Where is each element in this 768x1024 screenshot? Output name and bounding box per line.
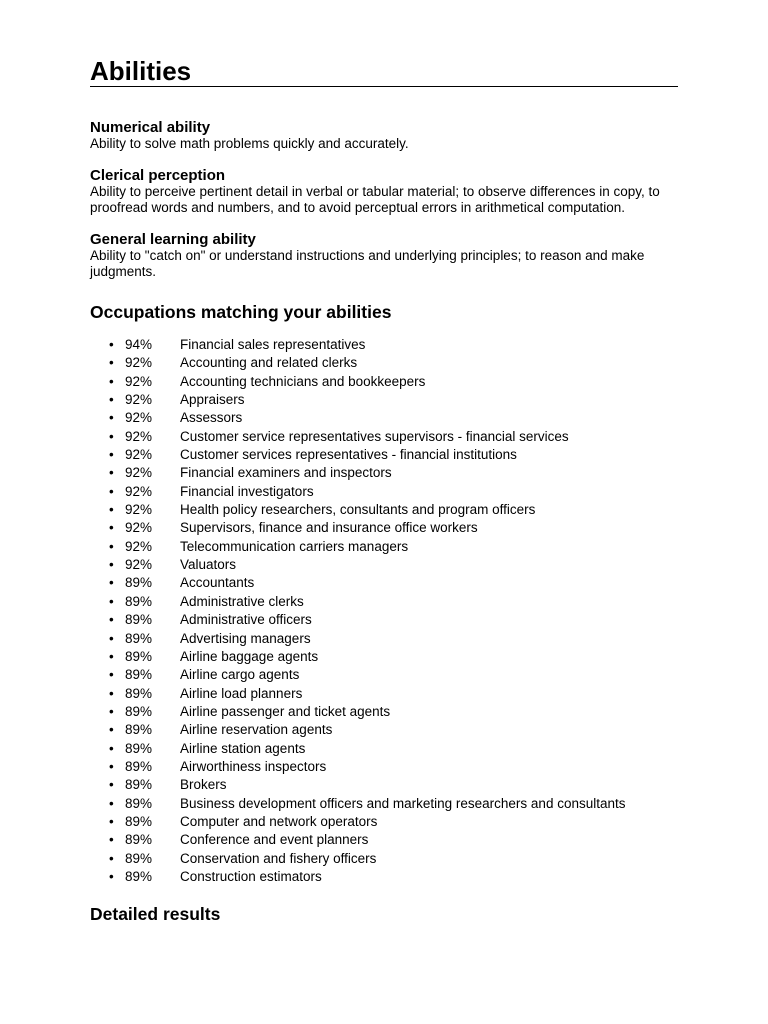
match-percent: 92% [125,355,153,371]
bullet-icon: • [109,355,114,371]
match-percent: 92% [125,557,153,573]
bullet-icon: • [109,667,114,683]
list-item [90,611,678,629]
match-percent: 89% [125,795,153,811]
ability-name: Numerical ability [90,119,211,136]
document-page [90,0,678,924]
occupation-name: Airline baggage agents [180,648,319,664]
match-percent: 89% [125,703,153,719]
list-item [90,501,678,519]
page-title: Abilities [90,56,192,86]
list-item [90,428,678,446]
occupations-heading: Occupations matching your abilities [90,302,392,322]
detailed-results-heading: Detailed results [90,904,221,925]
occupation-name: Telecommunication carriers managers [180,538,409,554]
match-percent: 92% [125,502,153,518]
match-percent: 89% [125,612,153,628]
list-item [90,409,678,427]
match-percent: 92% [125,447,153,463]
occupation-name: Financial examiners and inspectors [180,465,392,481]
list-item [90,740,678,758]
bullet-icon: • [109,337,114,352]
match-percent: 89% [125,740,153,756]
occupation-name: Appraisers [180,392,245,408]
match-percent: 89% [125,630,153,646]
occupation-name: Airline cargo agents [180,667,300,683]
occupation-name: Business development officers and marketing researchers and consultants [180,795,626,811]
title-divider [90,86,678,87]
match-percent: 89% [125,667,153,683]
match-percent: 92% [125,483,153,499]
list-item [90,795,678,813]
bullet-icon: • [109,648,114,664]
list-item [90,519,678,537]
bullet-icon: • [109,777,114,793]
bullet-icon: • [109,703,114,719]
bullet-icon: • [109,813,114,829]
occupation-name: Advertising managers [180,630,311,646]
ability-name: General learning ability [90,231,256,248]
ability-description: Ability to solve math problems quickly and accurately. [90,136,409,151]
list-item [90,868,678,886]
bullet-icon: • [109,593,114,609]
match-percent: 89% [125,593,153,609]
bullet-icon: • [109,538,114,554]
list-item [90,538,678,556]
bullet-icon: • [109,612,114,628]
bullet-icon: • [109,850,114,866]
occupation-name: Administrative officers [180,612,312,628]
list-item [90,666,678,684]
occupation-name: Airline load planners [180,685,303,701]
bullet-icon: • [109,410,114,426]
bullet-icon: • [109,758,114,774]
occupation-name: Construction estimators [180,868,322,884]
list-item [90,831,678,849]
list-item [90,721,678,739]
list-item [90,446,678,464]
occupation-name: Airline passenger and ticket agents [180,703,391,719]
match-percent: 89% [125,685,153,701]
match-percent: 89% [125,722,153,738]
list-item [90,391,678,409]
list-item [90,850,678,868]
occupation-name: Conservation and fishery officers [180,850,377,866]
list-item [90,373,678,391]
bullet-icon: • [109,465,114,481]
list-item [90,758,678,776]
list-item [90,813,678,831]
occupations-list [90,336,678,886]
occupation-name: Airworthiness inspectors [180,758,327,774]
match-percent: 89% [125,832,153,848]
list-item [90,556,678,574]
ability-name: Clerical perception [90,167,226,184]
match-percent: 89% [125,777,153,793]
bullet-icon: • [109,557,114,573]
bullet-icon: • [109,722,114,738]
occupation-name: Accounting technicians and bookkeepers [180,373,426,389]
bullet-icon: • [109,575,114,591]
ability-clerical [90,167,678,216]
occupation-name: Financial investigators [180,483,314,499]
occupation-name: Customer services representatives - financial institutions [180,447,517,463]
occupation-name: Computer and network operators [180,813,378,829]
occupation-name: Supervisors, finance and insurance office workers [180,520,478,536]
list-item [90,703,678,721]
list-item [90,685,678,703]
list-item [90,776,678,794]
occupation-name: Financial sales representatives [180,337,366,352]
match-percent: 92% [125,465,153,481]
occupation-name: Airline reservation agents [180,722,333,738]
occupation-name: Airline station agents [180,740,306,756]
match-percent: 92% [125,373,153,389]
list-item [90,574,678,592]
bullet-icon: • [109,373,114,389]
ability-description: Ability to perceive pertinent detail in verbal or tabular material; to observe differences in copy, to proofread words and numbers, and to avoid perceptual errors in arithmetical computation. [90,184,660,215]
occupation-name: Brokers [180,777,227,793]
match-percent: 89% [125,850,153,866]
bullet-icon: • [109,868,114,884]
occupation-name: Health policy researchers, consultants and program officers [180,502,536,518]
match-percent: 92% [125,428,153,444]
list-item [90,336,678,354]
match-percent: 92% [125,520,153,536]
bullet-icon: • [109,832,114,848]
list-item [90,483,678,501]
occupation-name: Accounting and related clerks [180,355,358,371]
match-percent: 89% [125,575,153,591]
bullet-icon: • [109,483,114,499]
bullet-icon: • [109,740,114,756]
ability-numerical [90,119,678,152]
bullet-icon: • [109,502,114,518]
match-percent: 92% [125,538,153,554]
match-percent: 89% [125,648,153,664]
ability-description: Ability to "catch on" or understand instructions and underlying principles; to reason and make judgments. [90,248,645,279]
list-item [90,593,678,611]
list-item [90,354,678,372]
bullet-icon: • [109,428,114,444]
list-item [90,648,678,666]
occupation-name: Assessors [180,410,243,426]
bullet-icon: • [109,392,114,408]
list-item [90,630,678,648]
occupation-name: Accountants [180,575,255,591]
match-percent: 89% [125,758,153,774]
bullet-icon: • [109,685,114,701]
occupation-name: Valuators [180,557,237,573]
bullet-icon: • [109,795,114,811]
match-percent: 92% [125,410,153,426]
match-percent: 89% [125,868,153,884]
match-percent: 94% [125,337,153,352]
occupation-name: Customer service representatives supervisors - financial services [180,428,569,444]
bullet-icon: • [109,520,114,536]
occupation-name: Conference and event planners [180,832,369,848]
bullet-icon: • [109,630,114,646]
occupation-name: Administrative clerks [180,593,304,609]
match-percent: 92% [125,392,153,408]
bullet-icon: • [109,447,114,463]
match-percent: 89% [125,813,153,829]
ability-general-learning [90,231,678,280]
list-item [90,464,678,482]
